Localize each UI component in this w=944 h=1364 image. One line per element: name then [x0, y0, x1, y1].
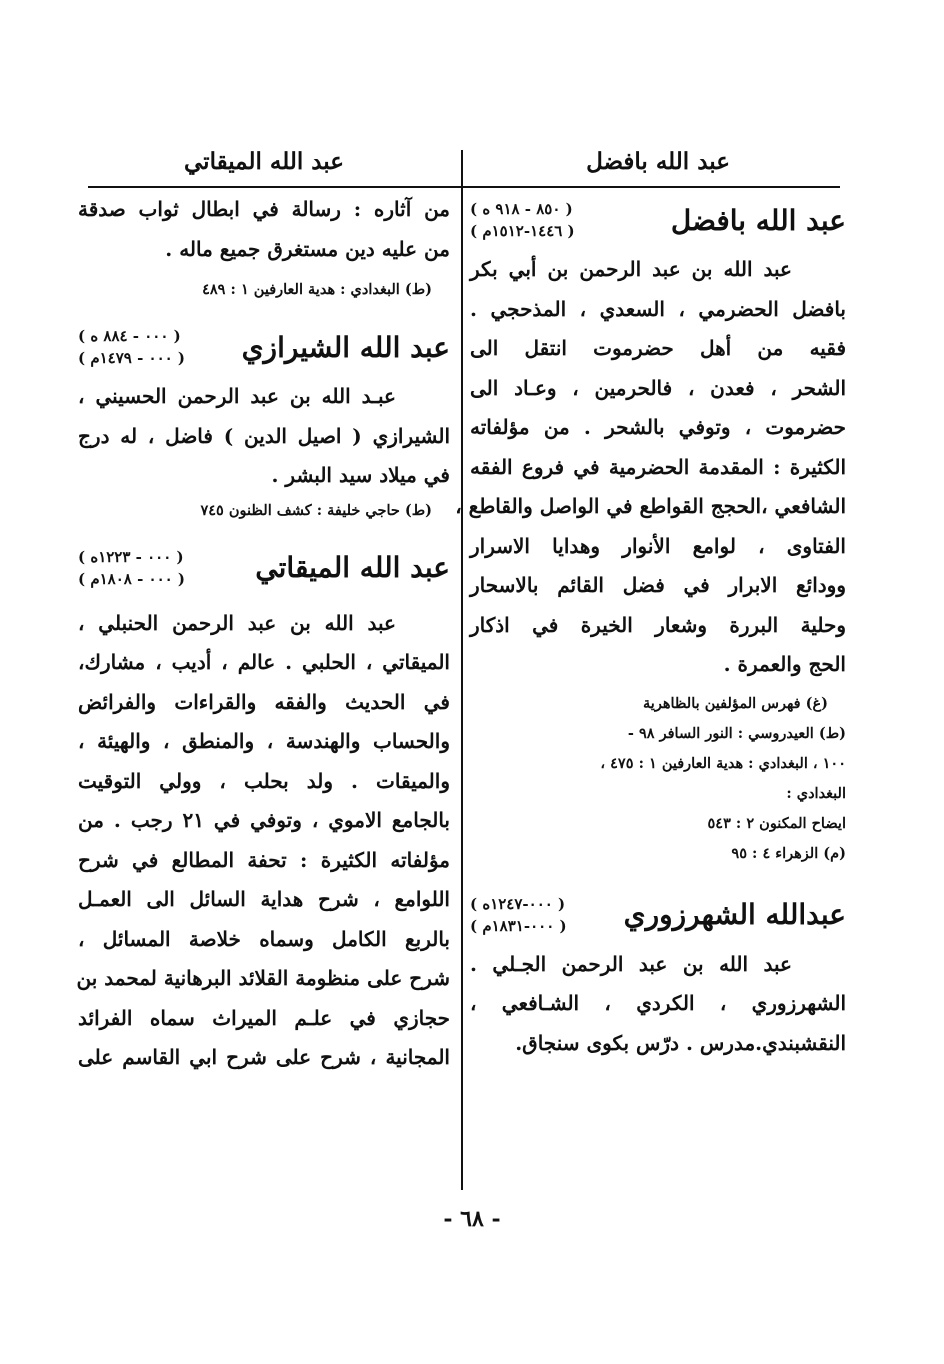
- reference-line: (ط) العيدروسي : النور السافر ٩٨ -: [627, 724, 846, 742]
- reference-line: البغدادي :: [786, 784, 846, 802]
- entry-heading-shahrazuri: [470, 893, 846, 937]
- body-line: الفتاوى ، لوامع الأنوار وهدايا الاسرار: [470, 533, 846, 558]
- body-line: الحج والعمرة .: [723, 652, 846, 676]
- page-number: - ٦٨ -: [443, 1206, 501, 1232]
- body-line: حجازي في علـم الميراث سماه الفرائد: [78, 1005, 450, 1030]
- dates-hijri: ( ٠٠٠ - ١٢٢٣ه ): [78, 547, 184, 566]
- body-line: الشحر ، فعدن ، فالحرمين ، وعـاد الى: [470, 375, 846, 400]
- body-line: المجانية ، شرح على شرح ابي القاسم على: [78, 1045, 450, 1069]
- entry-name: عبد الله بافضل: [670, 203, 846, 237]
- entry-dates: [470, 893, 567, 937]
- entry-name: عبد الله الشيرازي: [241, 330, 450, 364]
- body-line: اللوامع ، شرح هداية السائل الى العمـل: [78, 887, 450, 911]
- body-line: بالجامع الاموي ، وتوفي في ٢١ رجب . من: [78, 808, 450, 832]
- body-line: الميقاتي ، الحلبي . عالم ، أديب ، مشارك،: [78, 650, 450, 674]
- entry-body-bafadl: [455, 250, 846, 685]
- body-line: في الحديث والفقه والقراءات والفرائض: [78, 689, 450, 714]
- body-line: شرح على منظومة القلائد البرهانية لمحمد بن: [76, 966, 450, 990]
- body-line: والميقات . ولد بحلب ، وولي التوقيت: [78, 768, 450, 793]
- body-line: من آثاره : رسالة في ابطال ثواب صدقة: [78, 197, 450, 221]
- body-line: عبـد الله بن عبد الرحمن الحسيني ،: [78, 384, 396, 408]
- body-line: بالربع الكامل وسماه خلاصة المسائل ،: [78, 926, 450, 951]
- body-line: مؤلفاته الكثيرة : تحفة المطالع في شرح: [78, 847, 450, 872]
- entry-dates: [78, 546, 185, 590]
- reference-line: (ط) البغدادي : هدية العارفين ١ : ٤٨٩: [202, 281, 432, 298]
- entry-name: عبدالله الشهرزوري: [623, 898, 846, 931]
- reference-line: (غ) فهرس المؤلفين بالظاهرية: [643, 694, 828, 712]
- left-running-header: عبد الله الميقاتي: [184, 148, 344, 175]
- entry-name: عبد الله الميقاتي: [255, 551, 450, 584]
- right-column: [455, 140, 846, 1063]
- body-line: النقشبندي.مدرس . درّس بكوى سنجاق.: [515, 1030, 846, 1055]
- body-line: والحساب والهندسة ، والمنطق ، والهيئة ،: [78, 729, 450, 753]
- dates-gregorian: ( ٠٠٠ - ١٨٠٨م ): [78, 569, 186, 588]
- body-line: وودائع الابرار في فضل القائم بالاسحار: [470, 573, 846, 597]
- references-bafadl: [470, 689, 846, 869]
- body-line: الشيرازي ( اصيل الدين ) فاضل ، له درج: [78, 423, 450, 448]
- entry-body-shirazi: [78, 377, 450, 526]
- continuation-text: [78, 190, 450, 305]
- entry-heading-bafadl: [470, 198, 846, 242]
- body-line: عبد الله بن عبد الرحمن بن أبي بكر: [470, 257, 792, 281]
- left-column: [78, 140, 450, 1078]
- reference-line: ايضاح المكنون ٢ : ٥٤٣: [707, 814, 846, 832]
- body-line: في ميلاد سيد البشر .: [271, 463, 450, 487]
- reference-line: ١٠٠ ، البغدادي : هدية العارفين ١ : ٤٧٥ ،: [600, 754, 846, 772]
- body-line: من عليه دين مستغرق جميع ماله .: [165, 236, 450, 261]
- entry-heading-miqati: [78, 546, 450, 590]
- body-line: حضرموت ، وتوفي بالشحر . من مؤلفاته: [470, 415, 846, 439]
- dates-hijri: ( ٠٠٠-١٢٤٧ه ): [470, 894, 566, 913]
- dates-gregorian: ( ١٤٤٦-١٥١٢م ): [470, 222, 575, 240]
- body-line: الشهرزوري ، الكردي ، الشـافعي ،: [470, 991, 846, 1015]
- column-divider: [461, 150, 463, 1190]
- entry-dates: [78, 325, 185, 369]
- entry-heading-shirazi: [78, 325, 450, 369]
- entry-body-shahrazuri: [470, 945, 846, 1064]
- body-line: فقيه من أهل حضرموت انتقل الى: [470, 336, 846, 360]
- right-running-header: عبد الله بافضل: [586, 148, 730, 175]
- body-line: الشافعي ،الحجج القواطع في الواصل والقاطع ،: [455, 494, 846, 518]
- dates-hijri: ( ٨٥٠ - ٩١٨ ه ): [470, 200, 573, 218]
- dates-gregorian: ( ٠٠٠ - ١٤٧٩م ): [78, 349, 186, 367]
- entry-dates: [470, 198, 575, 242]
- reference-line: (ط) حاجي خليفة : كشف الظنون ٧٤٥: [200, 501, 432, 519]
- entry-body-miqati: [78, 604, 450, 1078]
- body-line: بافضل الحضرمي ، السعدي ، المذحجي .: [470, 296, 846, 321]
- body-line: الكثيرة : المقدمة الحضرمية في فروع الفقه: [470, 454, 846, 479]
- body-line: عبد الله بن عبد الرحمن الجـلي .: [470, 951, 792, 976]
- reference-line: (م) الزهراء ٤ : ٩٥: [731, 844, 846, 862]
- body-line: عبد الله بن عبد الرحمن الحنبلي ،: [78, 610, 396, 635]
- dates-hijri: ( ٠٠٠ - ٨٨٤ ه ): [78, 327, 181, 345]
- body-line: وحلية البررة وشعار الخيرة في اذكار: [470, 612, 846, 637]
- dates-gregorian: ( ٠٠٠-١٨٣١م ): [470, 916, 567, 935]
